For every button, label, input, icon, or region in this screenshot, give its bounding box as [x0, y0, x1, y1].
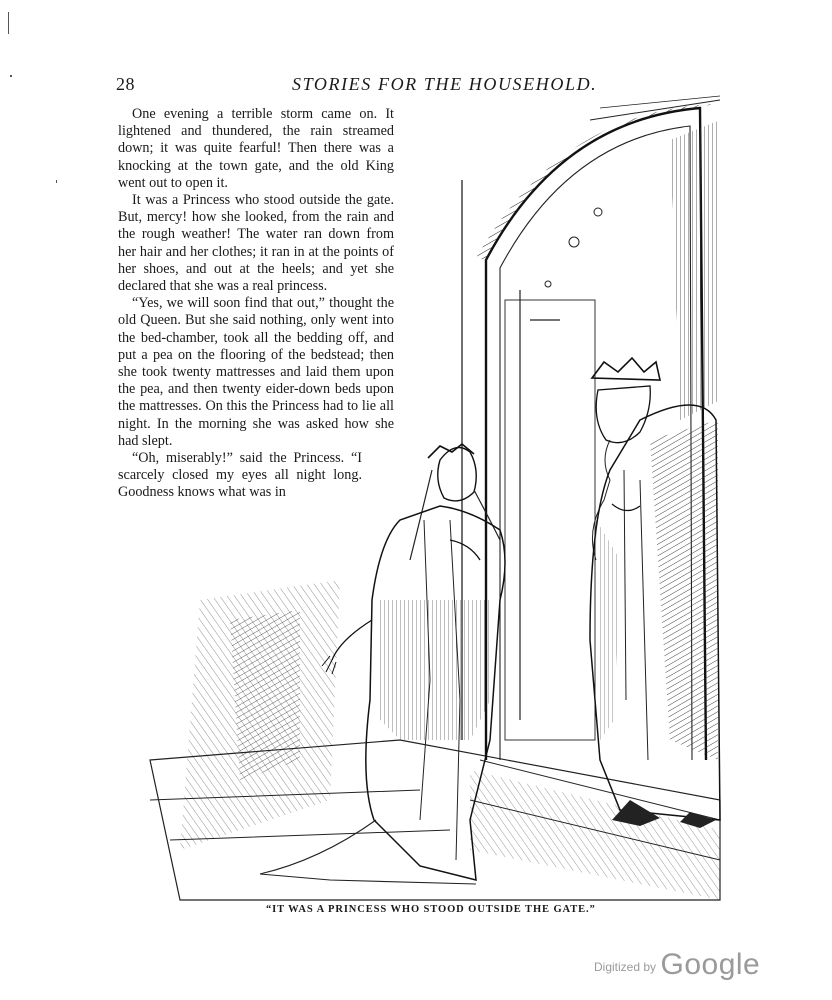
digitized-by-watermark [594, 948, 760, 982]
illustration-caption: “IT WAS A PRINCESS WHO STOOD OUTSIDE THE GATE.” [266, 904, 596, 915]
running-title: STORIES FOR THE HOUSEHOLD. [292, 74, 598, 94]
google-logo: Google [660, 948, 761, 981]
step-shading [470, 770, 720, 900]
king-figure [590, 358, 720, 828]
page-number: 28 [116, 74, 135, 94]
paragraph: “Oh, miserably!” said the Princess. “I scarcely closed my eyes all night long. Goodness knows what was in [118, 450, 362, 501]
paragraph: One evening a terrible storm came on. It lightened and thundered, the rain streamed down; it was quite fearful! Then there was a knocking at the town gate, and the old King went out to open it. [118, 106, 394, 191]
digitized-by-label: Digitized by [594, 960, 657, 974]
door-right-shadow [670, 120, 720, 420]
door-hinge [520, 290, 560, 720]
wall-shadow [230, 610, 300, 780]
paragraph: It was a Princess who stood outside the gate. But, mercy! how she looked, from the rain and the rough weather! The water ran down from her hair and her clothes; it ran in at the points of her shoes, and out at the heels; and yet she declared that she was a real princess. [118, 192, 394, 295]
paragraph: “Yes, we will soon find that out,” thought the old Queen. But she said nothing, only went into the bed-chamber, took all the bedding off, and put a pea on the flooring of the bedstead; then she took twenty mattresses and laid them upon the pea, and then twenty eider-down beds upon the mattresses. On this the Princess had to lie all night. In the morning she was asked how she had slept. [118, 295, 394, 449]
door-panel [505, 300, 595, 740]
